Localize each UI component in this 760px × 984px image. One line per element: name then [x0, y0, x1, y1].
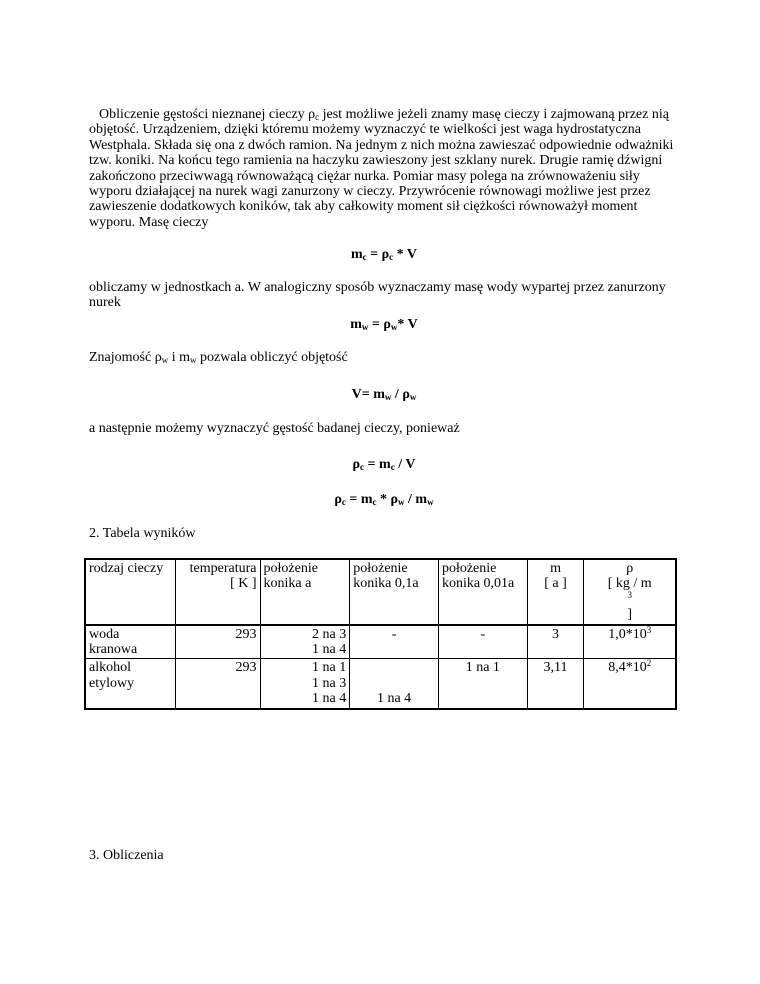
formula-subscript: c [389, 252, 394, 262]
header-mass [527, 559, 584, 625]
section-2-title: 2. Tabela wyników [89, 526, 196, 541]
header-line: położenie [353, 561, 408, 576]
header-line: konika a [263, 576, 312, 592]
header-line: [ K ] [230, 576, 257, 592]
cell-line: etylowy [89, 675, 135, 691]
formula-volume [89, 387, 679, 403]
cell-position-a [260, 659, 350, 709]
cell-position-01a: - [350, 625, 439, 659]
formula-mass-water [89, 317, 679, 333]
header-line: temperatura [189, 561, 257, 576]
results-table [84, 558, 677, 710]
text-run: pozwala obliczyć objętość [196, 350, 348, 365]
formula-mass-liquid [89, 247, 679, 263]
table-row [85, 625, 676, 659]
header-position-01a [350, 559, 439, 625]
formula-token: m [350, 247, 363, 262]
formula-token: ρ [383, 317, 391, 332]
text-run: Znajomość [89, 350, 155, 365]
formula-token: ρ [381, 247, 390, 262]
paragraph-units: obliczamy w jednostkach a. W analogiczny sposób wyznaczamy masę wody wypartej przez zanurzony nurek [89, 280, 666, 311]
cell-density [584, 659, 676, 709]
cell-position-01a: 1 na 4 [350, 659, 439, 709]
header-line: [ a ] [544, 576, 567, 592]
header-line: położenie [263, 561, 318, 576]
formula-subscript: c [360, 462, 365, 472]
text-run: i m [168, 350, 190, 365]
formula-token: = [368, 317, 384, 332]
subscript-w: w [190, 355, 197, 365]
header-text: [ kg / m [607, 576, 652, 592]
formula-subscript: w [361, 322, 369, 332]
formula-token: / [391, 387, 403, 402]
cell-mass: 3 [527, 625, 584, 659]
cell-line: 1 na 4 [312, 642, 347, 658]
cell-temperature: 293 [175, 659, 260, 709]
cell-liquid [85, 625, 175, 659]
formula-token: * [376, 492, 391, 507]
paragraph-density-intro: a następnie możemy wyznaczyć gęstość badanej cieczy, ponieważ [89, 421, 460, 436]
formula-density-2 [89, 492, 679, 508]
density-base: 8,4*10 [608, 660, 647, 676]
section-3-title: 3. Obliczenia [89, 848, 164, 863]
paragraph-volume-knowledge [89, 350, 679, 365]
subscript-c: c [315, 112, 320, 122]
header-position-001a [438, 559, 527, 625]
formula-subscript: w [427, 497, 434, 507]
header-line: położenie [441, 561, 497, 576]
cell-temperature: 293 [175, 625, 260, 659]
cell-liquid [85, 659, 175, 709]
header-line: konika 0,1a [353, 576, 419, 592]
table-header-row [85, 559, 676, 625]
formula-subscript: c [362, 252, 367, 262]
subscript-w: w [161, 355, 169, 365]
formula-subscript: w [409, 392, 417, 402]
formula-token: / m [404, 492, 428, 507]
formula-subscript: w [384, 392, 392, 402]
rho-symbol: ρ [154, 350, 162, 365]
density-base: 1,0*10 [608, 626, 647, 642]
intro-paragraph [89, 107, 679, 230]
cell-line: 2 na 3 [312, 626, 347, 642]
header-line [587, 576, 672, 622]
cell-position-001a: 1 na 1 [438, 659, 527, 709]
header-density [584, 559, 676, 625]
formula-token: ρ [390, 492, 399, 507]
cell-position-a [260, 625, 350, 659]
cell-line: kranowa [89, 642, 138, 658]
header-position-a [260, 559, 350, 625]
formula-token: = m [345, 492, 373, 507]
header-line: konika 0,01a [441, 576, 515, 592]
intro-text-2: jest możliwe jeżeli znamy masę cieczy i zajmowaną przez nią objętość. Urządzeniem, dzięki któremu możemy wyznaczyć te wielkości jest waga hydrostatyczna Westphala. Składa się ona z dwóch ramion. Na jednym z nich można zawieszać odpowiednie odważniki tzw. koniki. Na końcu tego ramienia na haczyku zawieszony jest szklany nurek. Drugie ramię dźwigni zakończono przeciwwagą równoważącą ciężar nurka. Pomiar masy polega na zrównoważeniu siły wyporu działającej na nurek wagi zanurzony w cieczy. Przywrócenie równowagi możliwe jest przez zawieszenie dodatkowych koników, tak aby całkowity moment sił ciężkości równoważył moment wyporu. Masę cieczy [89, 107, 674, 230]
cell-position-001a: - [438, 625, 527, 659]
formula-density-1 [89, 457, 679, 473]
density-exponent: 2 [646, 658, 652, 669]
header-text: ] [627, 607, 633, 623]
rho-symbol: ρ [308, 107, 316, 122]
formula-token: m [350, 317, 362, 332]
cell-mass: 3,11 [527, 659, 584, 709]
formula-token: ρ [352, 457, 361, 472]
header-temperature [175, 559, 260, 625]
formula-token: / V [394, 457, 416, 472]
cell-density [584, 625, 676, 659]
intro-text-1: Obliczenie gęstości nieznanej cieczy [99, 107, 309, 122]
formula-token: = m [364, 457, 391, 472]
cell-line: 1 na 4 [312, 691, 347, 707]
formula-subscript: c [372, 497, 377, 507]
formula-token: = [366, 247, 382, 262]
cell-line: woda [89, 626, 120, 642]
formula-token: ρ [402, 387, 410, 402]
cell-line: 1 na 3 [312, 675, 347, 691]
formula-token: ρ [334, 492, 342, 507]
header-liquid: rodzaj cieczy [85, 559, 175, 625]
superscript: 3 [627, 589, 632, 600]
formula-token: V= m [351, 387, 385, 402]
formula-subscript: w [398, 497, 405, 507]
formula-subscript: c [341, 497, 346, 507]
cell-line: 1 na 1 [312, 660, 347, 676]
formula-token: * V [393, 247, 417, 262]
formula-token: * V [397, 317, 418, 332]
table-row [85, 659, 676, 709]
cell-line: alkohol [89, 660, 131, 676]
formula-subscript: w [390, 322, 398, 332]
header-line: ρ [626, 561, 634, 576]
formula-subscript: c [390, 462, 395, 472]
header-line: m [550, 561, 561, 576]
density-exponent: 3 [646, 624, 652, 635]
